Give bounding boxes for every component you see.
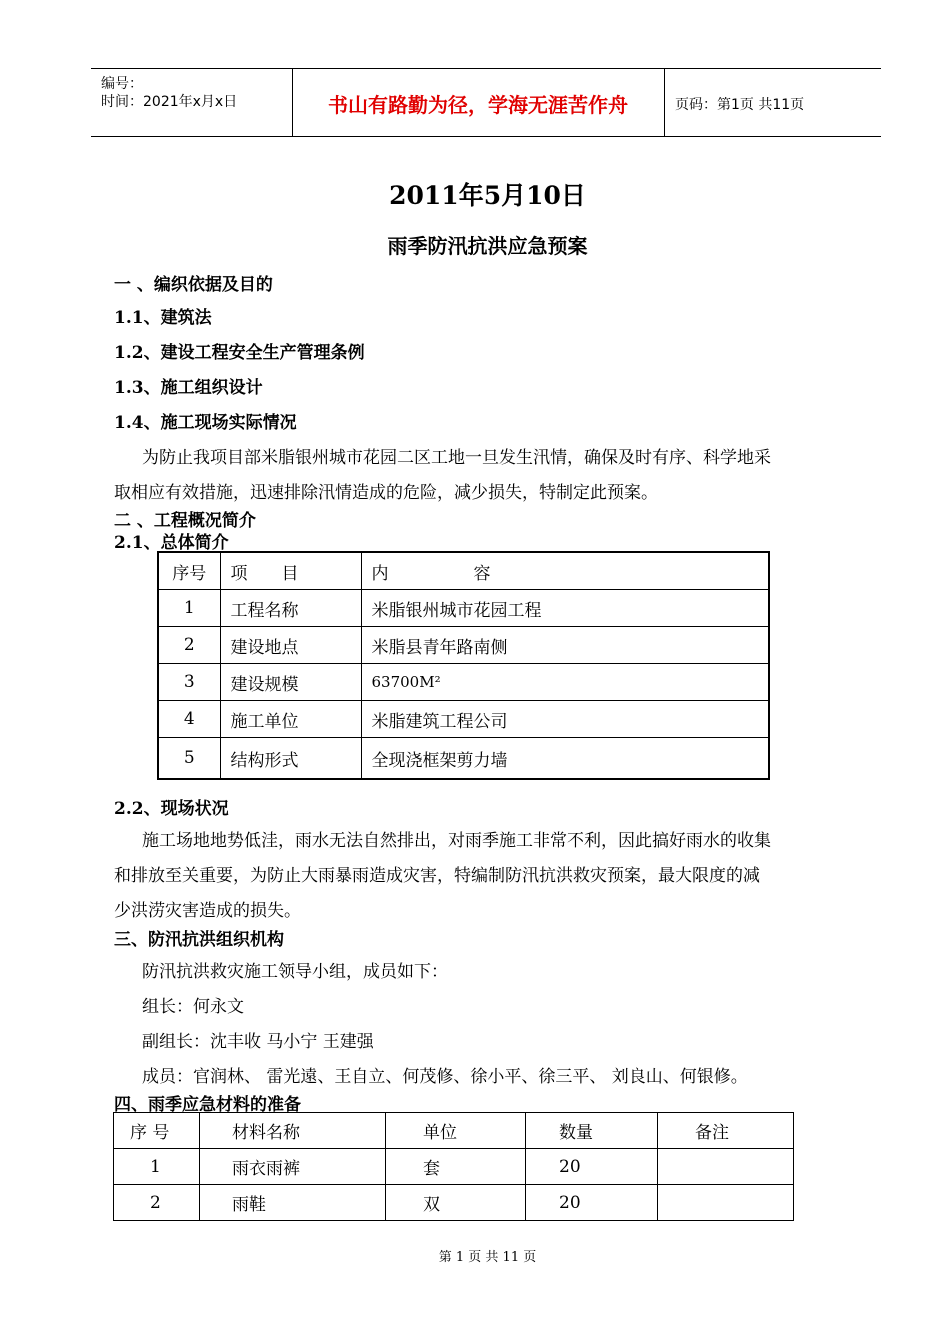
table-cell: 2 xyxy=(158,627,220,664)
section1-item: 1.2、建设工程安全生产管理条例 xyxy=(114,343,365,363)
section1-item: 1.4、施工现场实际情况 xyxy=(114,413,297,433)
section3-leader: 组长：何永文 xyxy=(142,997,244,1017)
header-info-cell xyxy=(91,69,293,136)
table-cell: 1 xyxy=(114,1149,200,1185)
table-cell: 63700M² xyxy=(361,664,769,701)
table-header-cell: 内 容 xyxy=(361,552,769,590)
table-row xyxy=(158,627,769,664)
table-header-cell: 项 目 xyxy=(220,552,361,590)
date-title: 2011年5月10日 xyxy=(389,181,586,210)
table-row xyxy=(114,1149,794,1185)
table-cell: 套 xyxy=(386,1149,526,1185)
section3-heading: 三、防汛抗洪组织机构 xyxy=(114,930,284,950)
table-cell: 4 xyxy=(158,701,220,738)
table-header-cell: 单位 xyxy=(386,1113,526,1149)
materials-table xyxy=(113,1112,794,1221)
section1-heading: 一 、编织依据及目的 xyxy=(114,275,273,295)
number-label: 编号： xyxy=(101,76,143,92)
table-cell: 3 xyxy=(158,664,220,701)
section2-sub-heading: 2.2、现场状况 xyxy=(114,799,229,819)
page-header xyxy=(91,68,881,137)
page-label: 页码：第1页 共11页 xyxy=(675,97,805,113)
table-cell: 1 xyxy=(158,590,220,627)
section3-intro: 防汛抗洪救灾施工领导小组，成员如下： xyxy=(142,962,448,982)
time-label: 时间：2021年x月x日 xyxy=(101,94,238,110)
table-cell: 雨鞋 xyxy=(200,1185,386,1221)
section1-paragraph: 为防止我项目部米脂银州城市花园二区工地一旦发生汛情，确保及时有序、科学地采 xyxy=(142,448,771,468)
table-cell: 工程名称 xyxy=(220,590,361,627)
table-header-row xyxy=(158,552,769,590)
table-cell: 米脂银州城市花园工程 xyxy=(361,590,769,627)
table-cell: 5 xyxy=(158,738,220,780)
table-cell: 米脂建筑工程公司 xyxy=(361,701,769,738)
section1-paragraph: 取相应有效措施，迅速排除汛情造成的危险，减少损失，特制定此预案。 xyxy=(114,483,658,503)
section1-item: 1.3、施工组织设计 xyxy=(114,378,263,398)
motto-text: 书山有路勤为径，学海无涯苦作舟 xyxy=(328,93,628,117)
table-cell: 20 xyxy=(526,1149,658,1185)
table-cell: 全现浇框架剪力墙 xyxy=(361,738,769,780)
overview-table xyxy=(157,551,770,780)
table-row xyxy=(158,701,769,738)
table-header-cell: 数量 xyxy=(526,1113,658,1149)
section2-paragraph: 少洪涝灾害造成的损失。 xyxy=(114,901,301,921)
page-footer: 第 1 页 共 11 页 xyxy=(438,1250,537,1265)
section2-sub-heading: 2.1、总体简介 xyxy=(114,533,229,553)
table-row xyxy=(114,1185,794,1221)
table-header-cell: 备注 xyxy=(658,1113,794,1149)
table-cell: 结构形式 xyxy=(220,738,361,780)
table-cell: 施工单位 xyxy=(220,701,361,738)
section3-deputy: 副组长：沈丰收 马小宁 王建强 xyxy=(142,1032,374,1052)
section2-heading: 二 、工程概况简介 xyxy=(114,511,256,531)
table-cell xyxy=(658,1149,794,1185)
header-motto-cell xyxy=(292,69,665,136)
section2-paragraph: 和排放至关重要，为防止大雨暴雨造成灾害，特编制防汛抗洪救灾预案，最大限度的减 xyxy=(114,866,760,886)
header-page-cell xyxy=(665,69,881,136)
section4-heading: 四、雨季应急材料的准备 xyxy=(114,1095,301,1115)
table-cell: 2 xyxy=(114,1185,200,1221)
table-row xyxy=(158,664,769,701)
table-header-cell: 序 号 xyxy=(114,1113,200,1149)
table-header-cell: 材料名称 xyxy=(200,1113,386,1149)
table-cell: 建设规模 xyxy=(220,664,361,701)
section3-members: 成员：官润林、 雷光遠、王自立、何茂修、徐小平、徐三平、 刘良山、何银修。 xyxy=(142,1067,748,1087)
table-row xyxy=(158,738,769,780)
table-cell xyxy=(658,1185,794,1221)
table-cell: 20 xyxy=(526,1185,658,1221)
table-cell: 建设地点 xyxy=(220,627,361,664)
document-title: 雨季防汛抗洪应急预案 xyxy=(387,234,588,258)
table-cell: 米脂县青年路南侧 xyxy=(361,627,769,664)
section1-item: 1.1、建筑法 xyxy=(114,308,212,328)
table-header-cell: 序号 xyxy=(158,552,220,590)
table-row xyxy=(158,590,769,627)
table-header-row xyxy=(114,1113,794,1149)
table-cell: 雨衣雨裤 xyxy=(200,1149,386,1185)
table-cell: 双 xyxy=(386,1185,526,1221)
section2-paragraph: 施工场地地势低洼，雨水无法自然排出，对雨季施工非常不利，因此搞好雨水的收集 xyxy=(142,831,771,851)
